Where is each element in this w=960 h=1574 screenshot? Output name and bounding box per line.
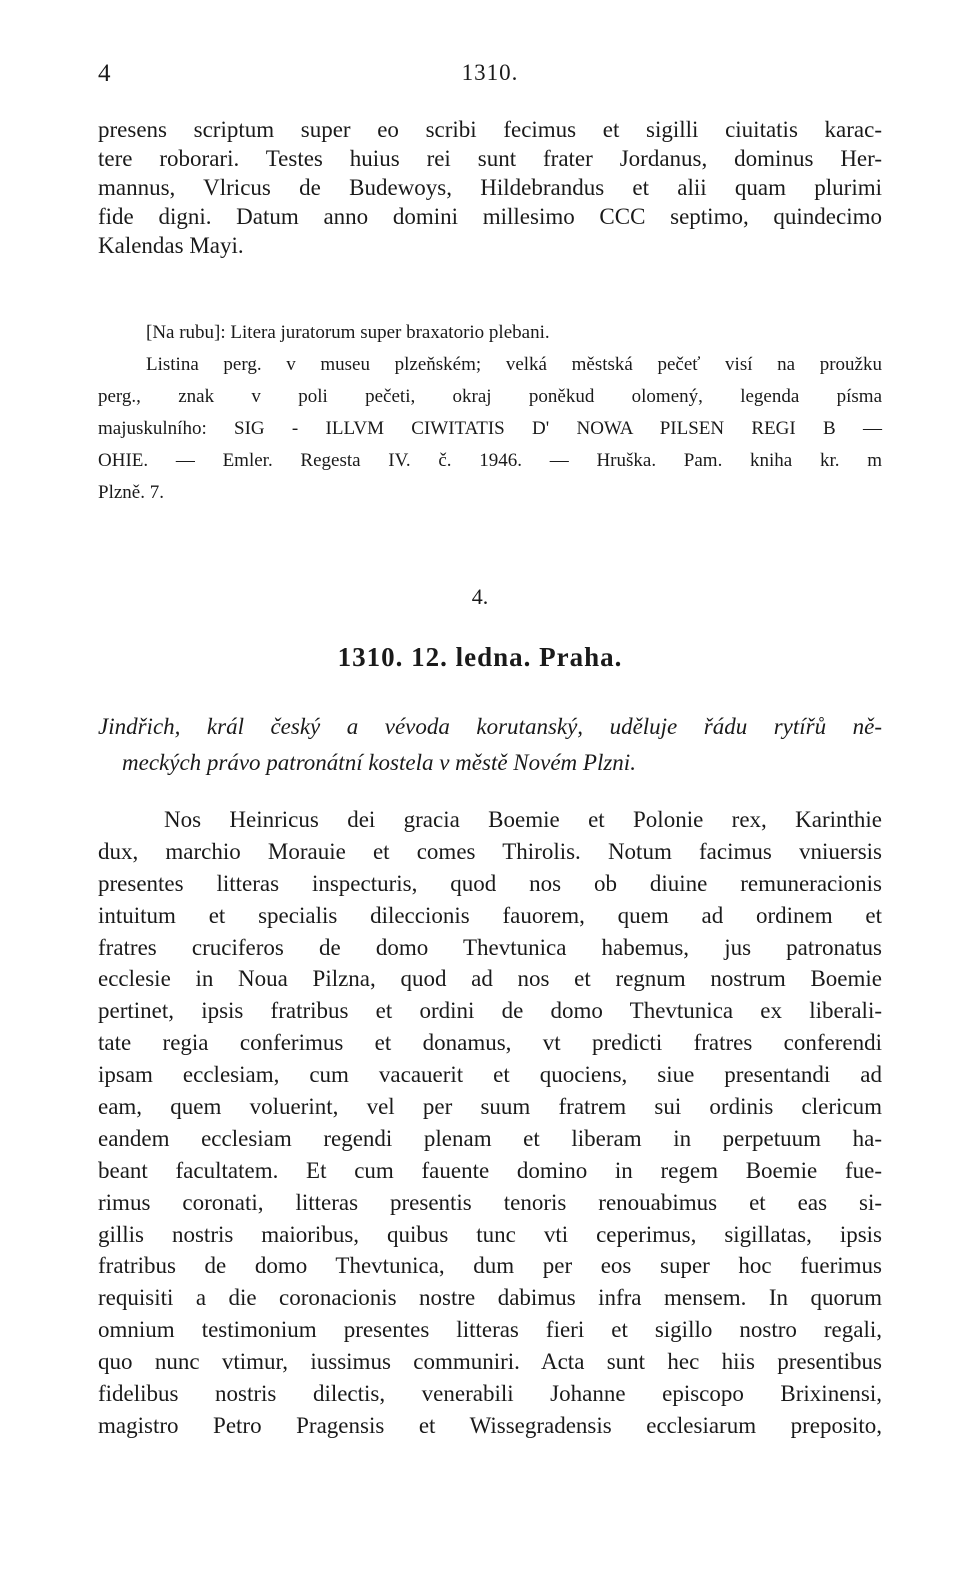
text-line: mannus, Vlricus de Budewoys, Hildebrandus et alii quam plurimi xyxy=(98,175,882,200)
text-line: magistro Petro Pragensis et Wissegradensis ecclesiarum preposito, xyxy=(98,1412,882,1438)
text-line: rimus coronati, litteras presentis tenoris renouabimus et eas si- xyxy=(98,1189,882,1215)
note-line: OHIE. — Emler. Regesta IV. č. 1946. — Hruška. Pam. kniha kr. m xyxy=(98,450,882,471)
note-line: Listina perg. v museu plzeňském; velká městská pečeť visí na proužku xyxy=(146,354,882,375)
text-line: Kalendas Mayi. xyxy=(98,233,244,258)
text-line: presentes litteras inspecturis, quod nos ob diuine remuneracionis xyxy=(98,870,882,896)
text-line: dux, marchio Morauie et comes Thirolis. Notum facimus vniuersis xyxy=(98,838,882,864)
document-number: 4. xyxy=(471,584,489,609)
archival-note xyxy=(98,317,882,509)
note-line: Plzně. 7. xyxy=(98,482,164,503)
note-line: perg., znak v poli pečeti, okraj poněkud olomený, legenda písma xyxy=(98,386,882,407)
document-text xyxy=(98,804,882,1442)
page-number: 4 xyxy=(98,60,111,87)
header-year: 1310. xyxy=(461,60,519,85)
note-line: majuskulního: SIG - ILLVM CIWITATIS D' NOWA PILSEN REGI B — xyxy=(98,418,882,439)
text-line: presens scriptum super eo scribi fecimus et sigilli ciuitatis karac- xyxy=(98,117,882,142)
text-line: beant facultatem. Et cum fauente domino in regem Boemie fue- xyxy=(98,1157,882,1183)
text-line: tate regia conferimus et donamus, vt predicti fratres conferendi xyxy=(98,1030,882,1056)
text-line: Nos Heinricus dei gracia Boemie et Polonie rex, Karinthie xyxy=(164,807,882,832)
regest-line: meckých právo patronátní kostela v městě Novém Plzni. xyxy=(122,750,636,775)
text-line: gillis nostris maioribus, quibus tunc vti ceperimus, sigillatas, ipsis xyxy=(98,1221,882,1247)
text-line: fratribus de domo Thevtunica, dum per eos super hoc fuerimus xyxy=(98,1253,882,1279)
document-regest xyxy=(98,709,882,781)
regest-line: Jindřich, král český a vévoda korutanský, uděluje řádu rytířů ně- xyxy=(98,714,882,739)
running-head xyxy=(98,60,882,90)
text-line: fidelibus nostris dilectis, venerabili Johanne episcopo Brixinensi, xyxy=(98,1381,882,1407)
text-line: ecclesie in Noua Pilzna, quod ad nos et regnum nostrum Boemie xyxy=(98,966,882,992)
text-line: eandem ecclesiam regendi plenam et liberam in perpetuum ha- xyxy=(98,1125,882,1151)
text-line: requisiti a die coronacionis nostre dabimus infra mensem. In quorum xyxy=(98,1285,882,1311)
text-line: eam, quem voluerint, vel per suum fratrem sui ordinis clericum xyxy=(98,1094,882,1120)
text-line: quo nunc vtimur, iussimus communiri. Acta sunt hec hiis presentibus xyxy=(98,1349,882,1375)
text-line: intuitum et specialis dileccionis fauorem, quem ad ordinem et xyxy=(98,902,882,928)
text-line: tere roborari. Testes huius rei sunt frater Jordanus, dominus Her- xyxy=(98,146,882,171)
text-line: fide digni. Datum anno domini millesimo CCC septimo, quindecimo xyxy=(98,204,882,229)
document-heading: 1310. 12. ledna. Praha. xyxy=(337,642,623,672)
previous-document-text xyxy=(98,115,882,260)
text-line: pertinet, ipsis fratribus et ordini de domo Thevtunica ex liberali- xyxy=(98,998,882,1024)
note-line: [Na rubu]: Litera juratorum super braxatorio plebani. xyxy=(146,322,550,343)
text-line: omnium testimonium presentes litteras fieri et sigillo nostro regali, xyxy=(98,1317,882,1343)
text-line: ipsam ecclesiam, cum vacauerit et quociens, siue presentandi ad xyxy=(98,1062,882,1088)
text-line: fratres cruciferos de domo Thevtunica habemus, jus patronatus xyxy=(98,934,882,960)
